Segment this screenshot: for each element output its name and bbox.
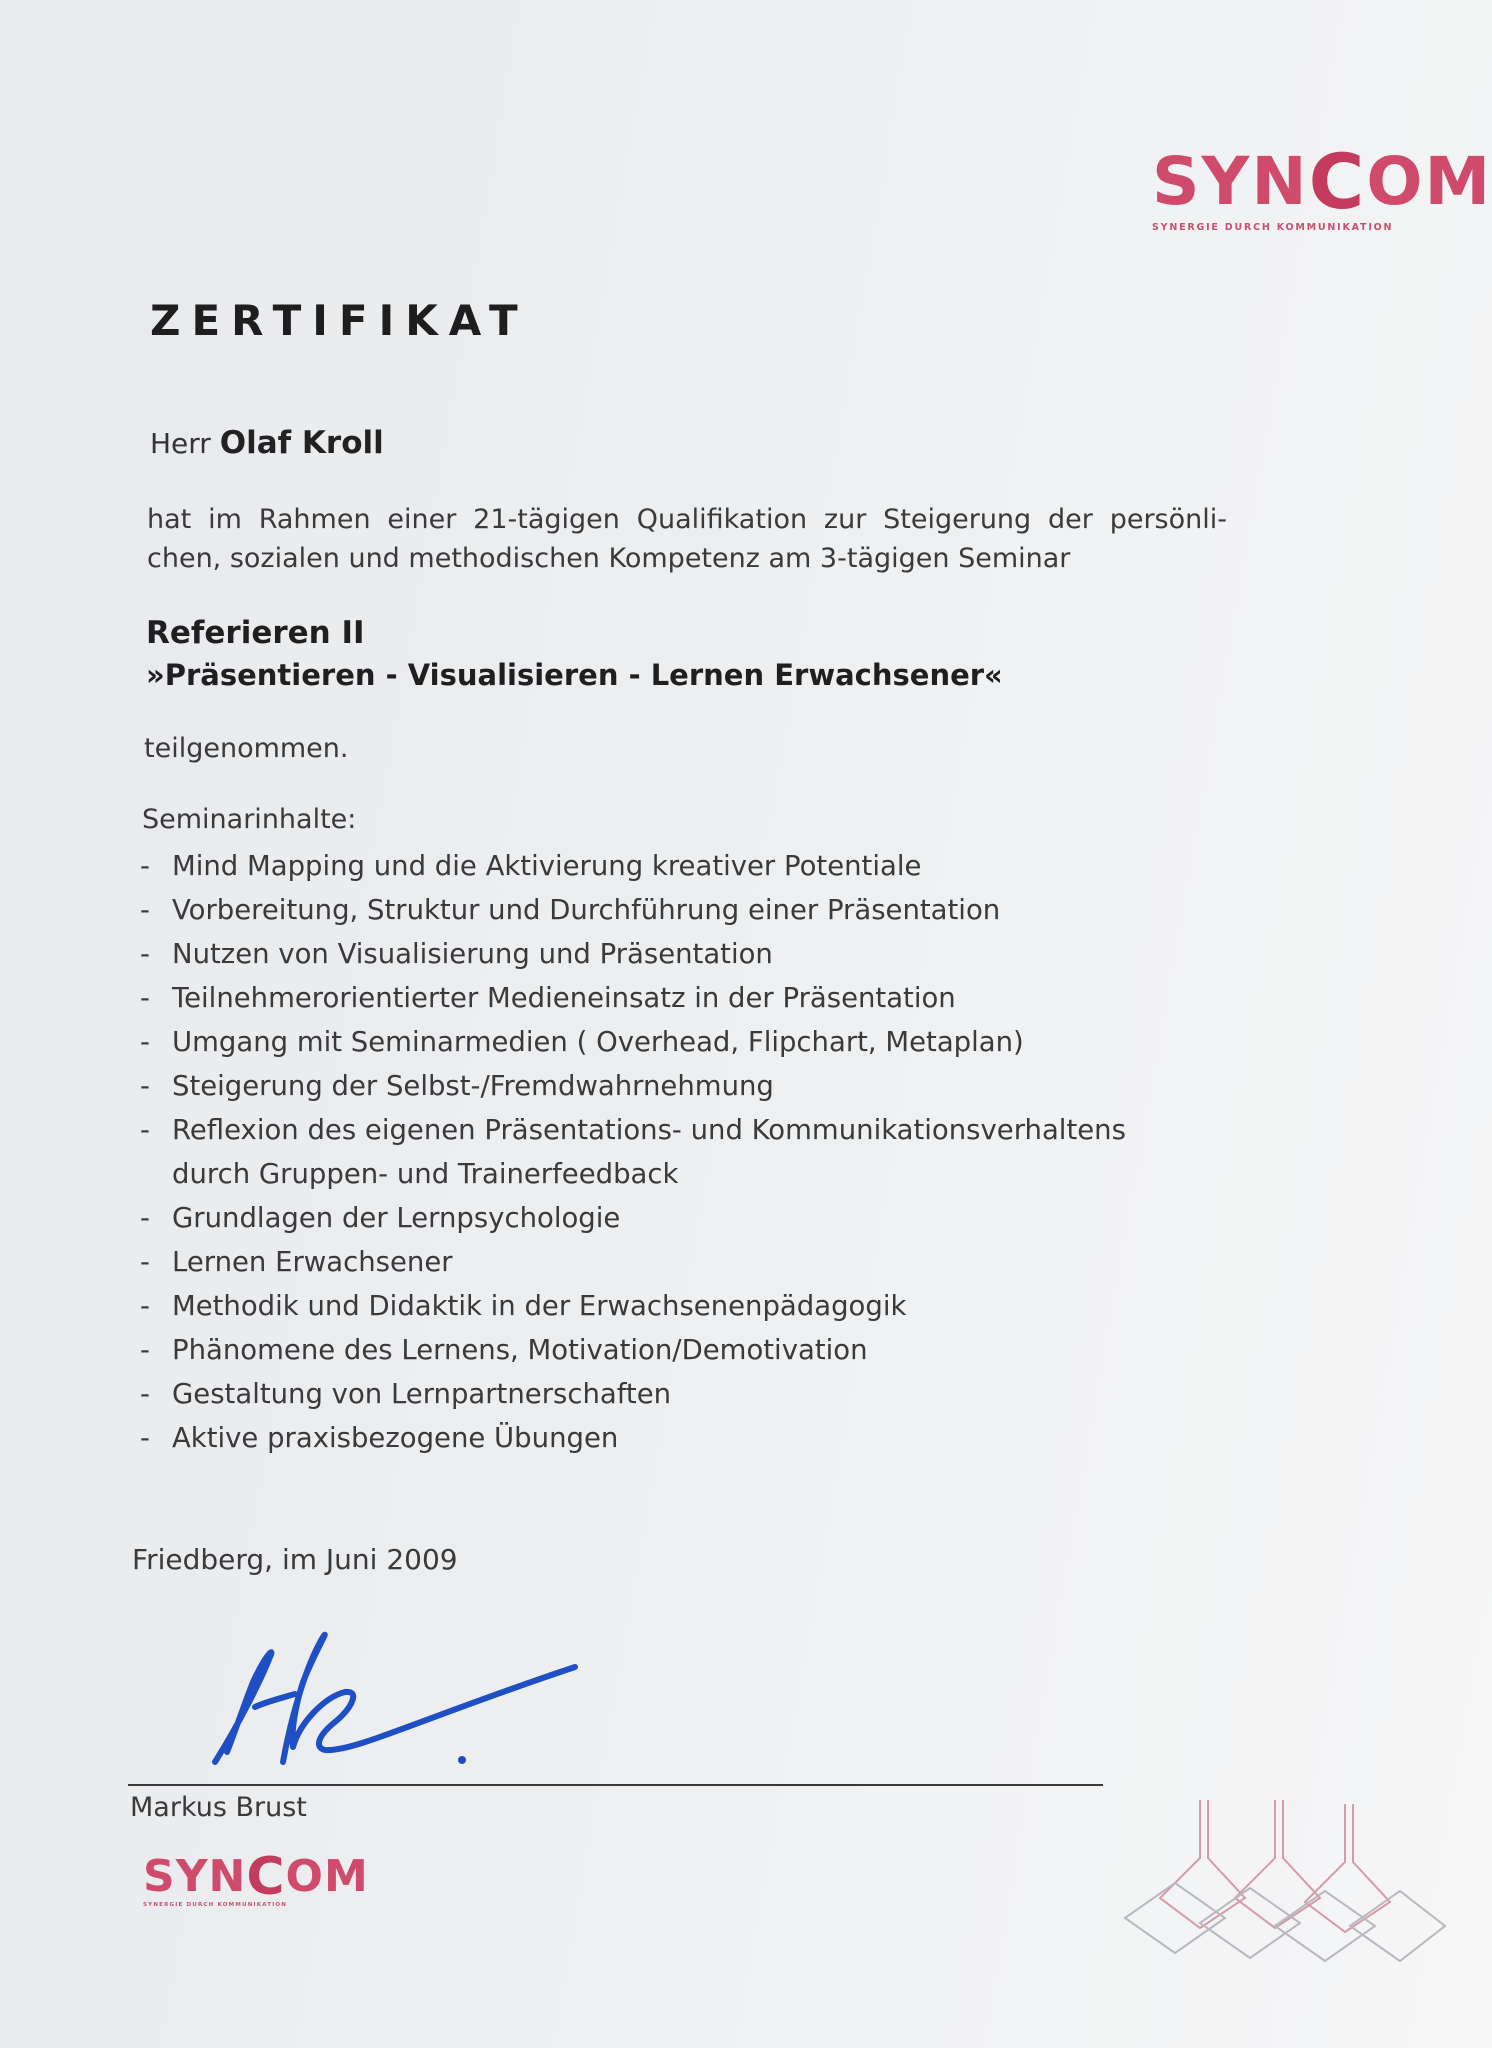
signature-line: [128, 1784, 1103, 1786]
certificate-title: ZERTIFIKAT: [150, 296, 529, 345]
list-item: - Aktive praxisbezogene Übungen: [140, 1422, 619, 1454]
salutation: Herr: [150, 427, 211, 460]
list-item: - Phänomene des Lernens, Motivation/Demotivation: [140, 1334, 868, 1366]
decorative-glass-graphic: [1120, 1798, 1450, 1982]
intro-line-1: hat im Rahmen einer 21-tägigen Qualifikation zur Steigerung der persönli-: [147, 504, 1227, 535]
recipient-name: Olaf Kroll: [219, 425, 384, 461]
list-item: - Vorbereitung, Struktur und Durchführung einer Präsentation: [140, 894, 1001, 926]
list-item: - Gestaltung von Lernpartnerschaften: [140, 1378, 672, 1410]
list-item: - Steigerung der Selbst-/Fremdwahrnehmung: [140, 1070, 774, 1102]
recipient-line: [150, 425, 384, 461]
list-item: - Umgang mit Seminarmedien ( Overhead, Flipchart, Metaplan): [140, 1026, 1024, 1058]
contents-heading: Seminarinhalte:: [142, 804, 357, 835]
participated-text: teilgenommen.: [144, 733, 349, 764]
logo-tagline: SYNERGIE DURCH KOMMUNIKATION: [1152, 222, 1394, 233]
list-item: - Reflexion des eigenen Präsentations- und Kommunikationsverhaltens durch Gruppen- und Trainerfeedback: [140, 1108, 1126, 1196]
syncom-logo-top: [1152, 137, 1492, 233]
course-title: Referieren II: [146, 615, 365, 651]
list-item: - Teilnehmerorientierter Medieneinsatz in der Präsentation: [140, 982, 956, 1014]
place-date: Friedberg, im Juni 2009: [132, 1543, 458, 1576]
list-item: - Mind Mapping und die Aktivierung kreativer Potentiale: [140, 850, 922, 882]
list-item: - Lernen Erwachsener: [140, 1246, 453, 1278]
signer-name: Markus Brust: [130, 1792, 307, 1823]
intro-paragraph: [147, 500, 1227, 578]
logo-wordmark: SYNCOM: [1152, 137, 1492, 226]
handwritten-signature: [195, 1612, 595, 1796]
list-item-continuation: durch Gruppen- und Trainerfeedback: [172, 1158, 679, 1190]
logo-wordmark: SYNCOM: [143, 1847, 369, 1907]
list-item: - Methodik und Didaktik in der Erwachsenenpädagogik: [140, 1290, 907, 1322]
contents-list: [140, 844, 1126, 1460]
list-item: - Grundlagen der Lernpsychologie: [140, 1202, 621, 1234]
course-block: [146, 612, 1003, 696]
logo-tagline: SYNERGIE DURCH KOMMUNIKATION: [143, 1902, 288, 1908]
intro-line-2: chen, sozialen und methodischen Kompetenz am 3-tägigen Seminar: [147, 543, 1071, 574]
syncom-logo-bottom: [143, 1847, 369, 1908]
course-subtitle: »Präsentieren - Visualisieren - Lernen Erwachsener«: [146, 658, 1003, 692]
list-item: - Nutzen von Visualisierung und Präsentation: [140, 938, 773, 970]
